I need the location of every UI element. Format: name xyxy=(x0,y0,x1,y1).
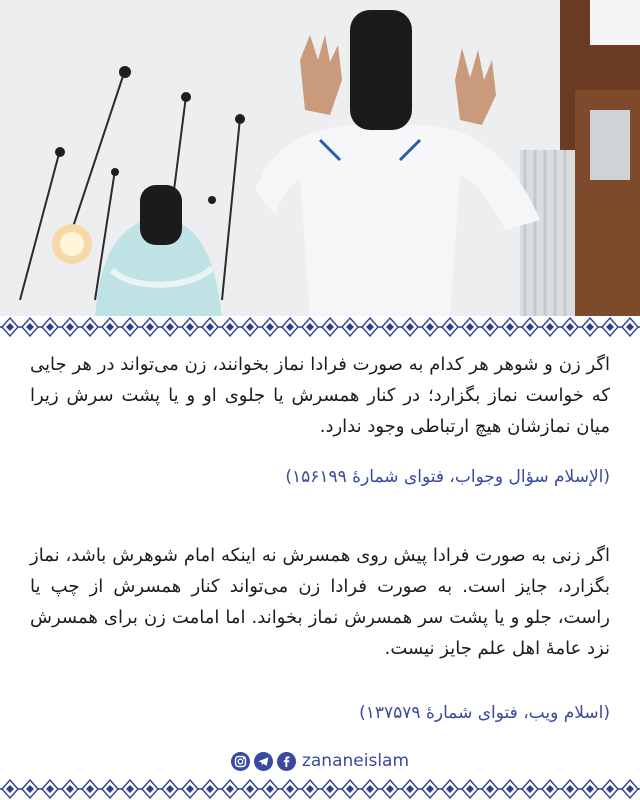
social-handle[interactable]: zananeislam xyxy=(301,751,410,771)
source-citation-1: (الإسلام سؤال وجواب، فتوای شمارۀ ۱۵۶۱۹۹) xyxy=(285,467,610,487)
telegram-icon[interactable] xyxy=(254,752,273,771)
paragraph-1: اگر زن و شوهر هر کدام به صورت فرادا نماز بخوانند، زن می‌تواند در هر جایی که خواست نماز بگزارد؛ در کنار همسرش یا جلوی او و یا پشت سرش زیرا میان نمازشان هیچ ارتباطی وجود ندارد. xyxy=(30,354,610,437)
ornament-border-top xyxy=(0,316,640,338)
photo-illustration xyxy=(0,0,640,318)
facebook-icon[interactable] xyxy=(277,752,296,771)
social-footer xyxy=(0,749,640,773)
prayer-photo xyxy=(0,0,640,318)
instagram-icon[interactable] xyxy=(231,752,250,771)
ornament-border-bottom xyxy=(0,778,640,800)
source-citation-2: (اسلام ویب، فتوای شمارۀ ۱۳۷۵۷۹) xyxy=(359,703,610,723)
paragraph-2: اگر زنی به صورت فرادا پیش روی همسرش نه اینکه امام شوهرش باشد، نماز بگزارد، جایز است. به صورت فرادا زن می‌تواند کنار همسرش از چپ یا راست، جلو و یا پشت سر همسرش نماز بخواند. اما امامت زن برای همسرش نزد عامۀ اهل علم جایز نیست. xyxy=(30,545,610,659)
